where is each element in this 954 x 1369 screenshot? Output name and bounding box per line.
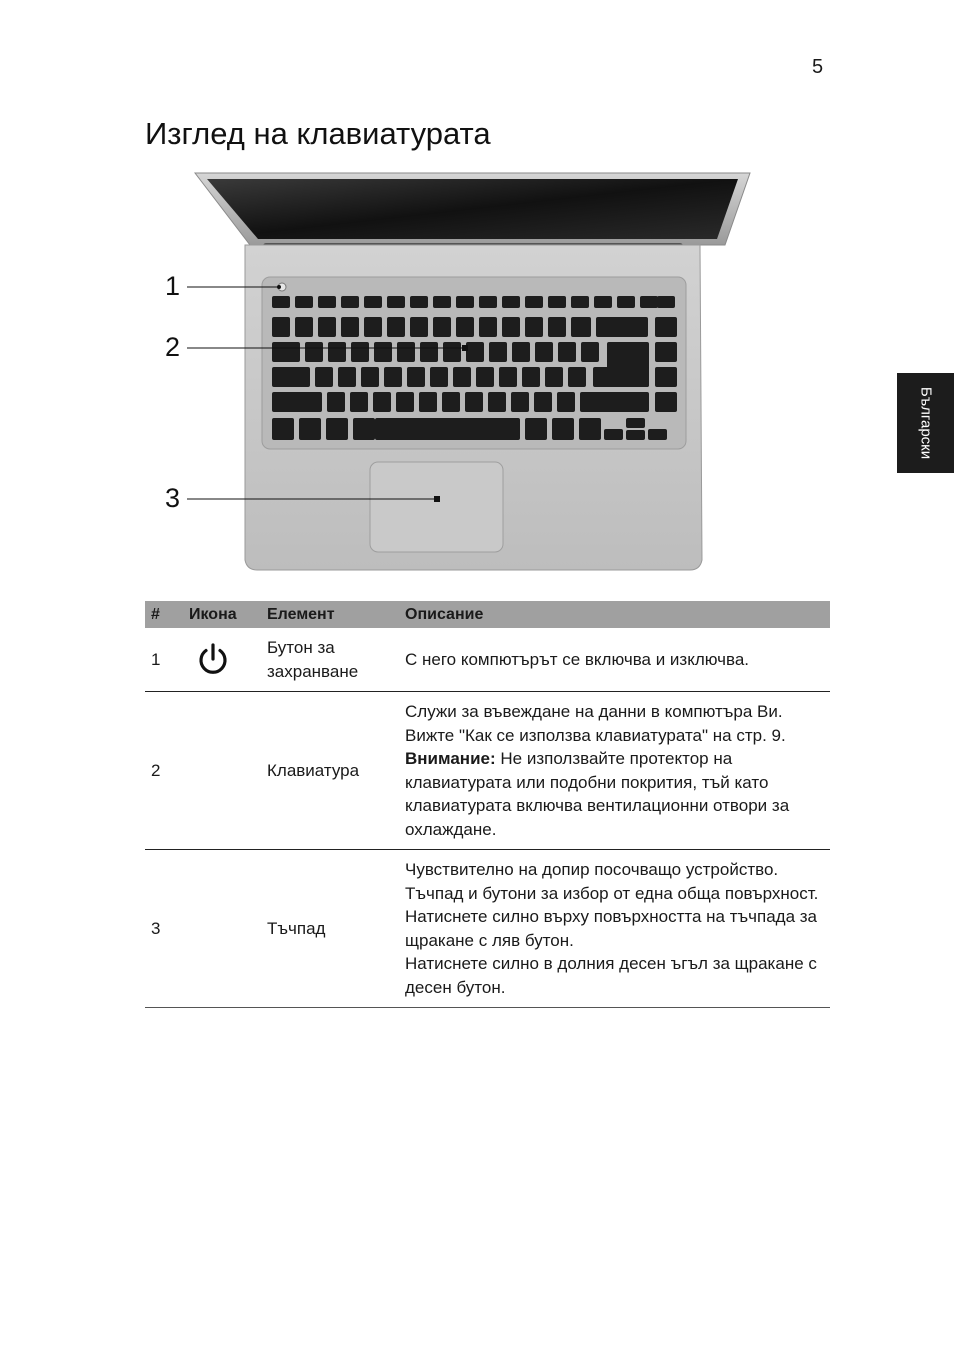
icon-cell	[185, 628, 263, 692]
description-line: Натиснете силно върху повърхността на тъчпада за щракане с ляв бутон.	[405, 907, 818, 950]
row-description	[401, 692, 830, 850]
callout-2: 2	[165, 332, 181, 362]
description-line: Вижте "Как се използва клавиатурата" на стр. 9.	[405, 725, 786, 745]
laptop-drawing	[145, 165, 830, 585]
page-number: 5	[812, 56, 824, 78]
description-line: Тъчпад и бутони за избор от една обща повърхност.	[405, 883, 819, 903]
warning-text: Не използвайте протектор на клавиатурата или подобни покрития, тъй като клавиатурата включва вентилационни отвори за охлаждане.	[405, 749, 790, 839]
row-number: 1	[145, 628, 185, 692]
row-element: Бутон за захранване	[263, 628, 401, 692]
touchpad	[370, 462, 503, 552]
header-icon: Икона	[185, 601, 263, 628]
warning-label: Внимание:	[405, 749, 496, 768]
description-line: Служи за въвеждане на данни в компютъра Ви.	[405, 702, 783, 721]
icon-cell	[185, 850, 263, 1008]
header-number: #	[145, 601, 185, 628]
row-description	[401, 850, 830, 1008]
row-element: Тъчпад	[263, 850, 401, 1008]
table-row	[145, 692, 830, 850]
language-side-tab	[897, 373, 954, 473]
row-number: 3	[145, 850, 185, 1008]
power-icon	[195, 642, 231, 678]
table-header-row	[145, 601, 830, 628]
row-element: Клавиатура	[263, 692, 401, 850]
language-label: Български	[917, 386, 934, 460]
warning-paragraph	[405, 749, 789, 839]
header-description: Описание	[401, 601, 830, 628]
row-number: 2	[145, 692, 185, 850]
laptop-screen	[207, 179, 738, 239]
description-line: Натиснете силно в долния десен ъгъл за щракане с десен бутон.	[405, 954, 817, 997]
row-description: С него компютърът се включва и изключва.	[401, 628, 830, 692]
header-element: Елемент	[263, 601, 401, 628]
icon-cell	[185, 692, 263, 850]
component-table	[145, 601, 830, 1008]
laptop-keyboard-illustration	[145, 165, 830, 585]
table-row	[145, 628, 830, 692]
callout-1: 1	[165, 271, 181, 301]
table-row	[145, 850, 830, 1008]
callout-3: 3	[165, 483, 181, 513]
description-line: Чувствително на допир посочващо устройство.	[405, 860, 779, 879]
page-title: Изглед на клавиатурата	[145, 116, 491, 151]
